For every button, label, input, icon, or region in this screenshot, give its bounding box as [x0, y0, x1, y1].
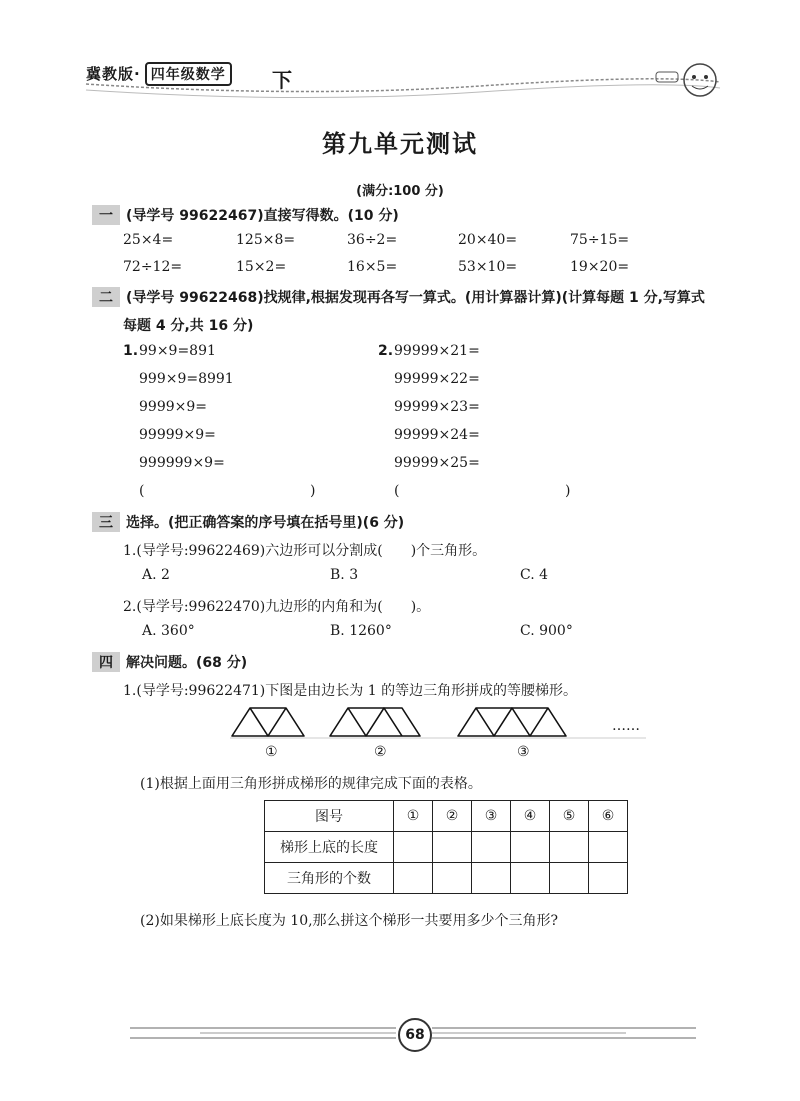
figure-label: ② [374, 744, 387, 760]
choice-option: C. 4 [520, 567, 549, 583]
section-number: 二 [92, 287, 120, 307]
table-blank-cell[interactable] [589, 832, 628, 863]
choice-option: A. 360° [142, 623, 195, 639]
pattern-line: 999999×9= [139, 455, 225, 471]
answer-open-paren: ( [394, 483, 400, 499]
sub-question-2: (2)如果梯形上底长度为 10,那么拼这个梯形一共要用多少个三角形? [140, 913, 559, 929]
trapezoid-figure-2 [330, 708, 420, 736]
table-blank-cell[interactable] [550, 832, 589, 863]
pattern-line: 99×9=891 [139, 343, 216, 359]
page-number: 68 [398, 1018, 432, 1052]
calc-item: 75÷15= [570, 232, 630, 248]
section-text: 解决问题。(68 分) [126, 655, 248, 671]
section-number: 三 [92, 512, 120, 532]
table-blank-cell[interactable] [394, 832, 433, 863]
calc-item: 20×40= [458, 232, 518, 248]
pattern-line: 99999×22= [394, 371, 480, 387]
section-3-heading [92, 512, 404, 532]
answer-table [264, 800, 628, 894]
table-header-cell: ⑤ [550, 801, 589, 832]
pattern-line: 999×9=8991 [139, 371, 234, 387]
choice-question: 2.(导学号:99622470)九边形的内角和为( )。 [123, 599, 431, 615]
table-header-cell: ⑥ [589, 801, 628, 832]
sub-question-1: (1)根据上面用三角形拼成梯形的规律完成下面的表格。 [140, 776, 482, 792]
table-blank-cell[interactable] [511, 863, 550, 894]
table-header-cell: ① [394, 801, 433, 832]
table-row [265, 863, 628, 894]
section-number: 四 [92, 652, 120, 672]
table-row-label: 三角形的个数 [265, 863, 394, 894]
table-blank-cell[interactable] [472, 832, 511, 863]
trapezoid-figures [226, 700, 656, 770]
answer-open-paren: ( [139, 483, 145, 499]
table-blank-cell[interactable] [511, 832, 550, 863]
section-4-heading [92, 652, 247, 672]
calc-item: 72÷12= [123, 259, 183, 275]
choice-option: B. 3 [330, 567, 359, 583]
figure-label: ① [265, 744, 278, 760]
section-text-cont: 每题 4 分,共 16 分) [123, 318, 254, 334]
trapezoid-figure-3 [458, 708, 566, 736]
table-blank-cell[interactable] [472, 863, 511, 894]
full-score: (满分:100 分) [356, 184, 444, 199]
section-number: 一 [92, 205, 120, 225]
choice-option: C. 900° [520, 623, 573, 639]
calc-item: 53×10= [458, 259, 518, 275]
table-row [265, 832, 628, 863]
calc-item: 36÷2= [347, 232, 398, 248]
table-header-cell: ② [433, 801, 472, 832]
header-dot: · [134, 65, 141, 83]
answer-close-paren: ) [310, 483, 316, 499]
pattern-line: 99999×21= [394, 343, 480, 359]
table-blank-cell[interactable] [589, 863, 628, 894]
volume-label: 下 [272, 68, 292, 92]
calc-item: 15×2= [236, 259, 287, 275]
section-1-heading [92, 205, 399, 225]
problem-number: 1. [123, 343, 139, 359]
calc-item: 125×8= [236, 232, 296, 248]
choice-question: 1.(导学号:99622469)六边形可以分割成( )个三角形。 [123, 543, 487, 559]
pattern-line: 99999×25= [394, 455, 480, 471]
pattern-line: 99999×23= [394, 399, 480, 415]
choice-option: B. 1260° [330, 623, 392, 639]
table-blank-cell[interactable] [394, 863, 433, 894]
section-text: 选择。(把正确答案的序号填在括号里)(6 分) [126, 515, 405, 531]
table-blank-cell[interactable] [433, 863, 472, 894]
table-row [265, 801, 628, 832]
calc-item: 25×4= [123, 232, 174, 248]
header-decoration [0, 0, 800, 120]
calc-item: 16×5= [347, 259, 398, 275]
problem-question: 1.(导学号:99622471)下图是由边长为 1 的等边三角形拼成的等腰梯形。 [123, 683, 578, 699]
problem-number: 2. [378, 343, 394, 359]
section-text: (导学号 99622468)找规律,根据发现再各写一算式。(用计算器计算)(计算每题 1 分,写算式 [126, 290, 705, 306]
table-header-cell: 图号 [265, 801, 394, 832]
table-blank-cell[interactable] [433, 832, 472, 863]
table-header-cell: ③ [472, 801, 511, 832]
choice-option: A. 2 [142, 567, 170, 583]
table-header-cell: ④ [511, 801, 550, 832]
section-2-heading [92, 287, 705, 307]
pattern-line: 99999×9= [139, 427, 216, 443]
trapezoid-figure-1 [232, 708, 304, 736]
table-row-label: 梯形上底的长度 [265, 832, 394, 863]
grade-subject-label: 四年级数学 [145, 62, 232, 86]
page-title: 第九单元测试 [322, 130, 478, 158]
pattern-line: 9999×9= [139, 399, 207, 415]
calc-item: 19×20= [570, 259, 630, 275]
figure-label: ③ [517, 744, 530, 760]
answer-close-paren: ) [565, 483, 571, 499]
section-text: (导学号 99622467)直接写得数。(10 分) [126, 208, 399, 224]
publisher-label: 冀教版 [86, 65, 135, 83]
pattern-line: 99999×24= [394, 427, 480, 443]
table-blank-cell[interactable] [550, 863, 589, 894]
ellipsis: …… [612, 718, 640, 734]
